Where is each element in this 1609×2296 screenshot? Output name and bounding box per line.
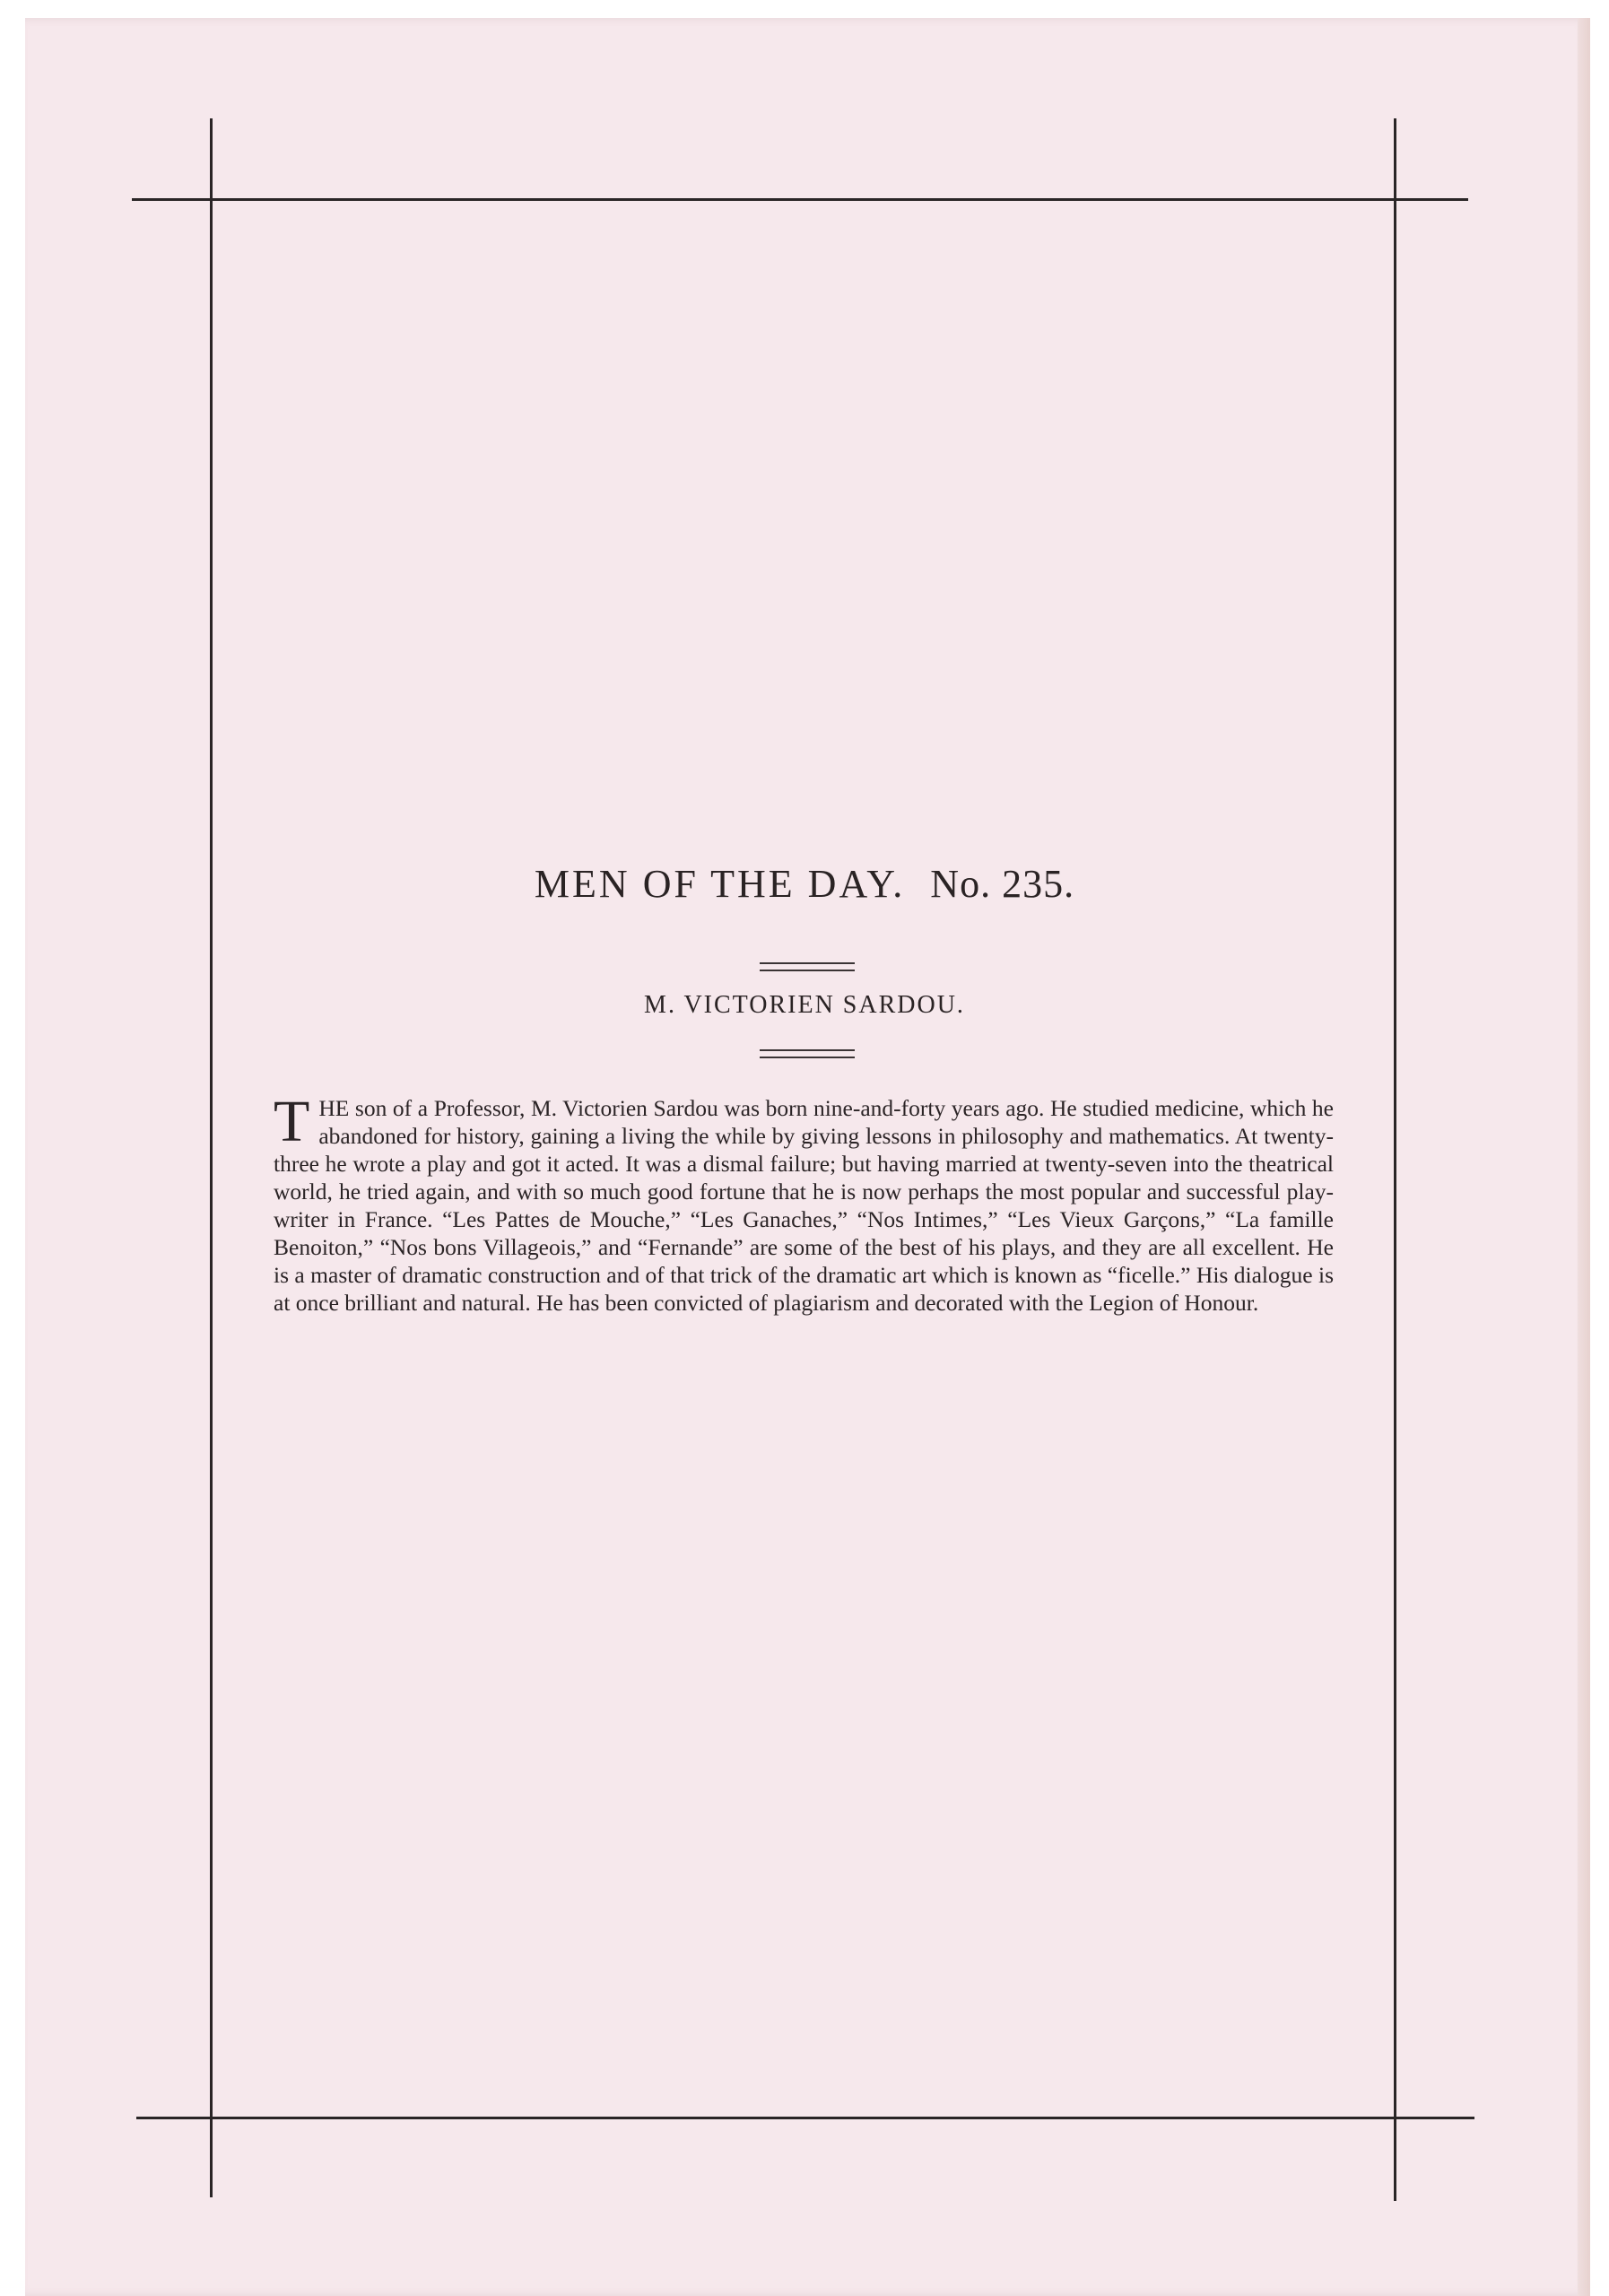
drop-cap: T <box>274 1089 310 1154</box>
article-text: HE son of a Professor, M. Victorien Sardou was born nine-and-forty years ago. He studied medicine, which he abandoned for history, gaining a living the while by giving lessons in philosophy and mathematics. At twenty-three he wrote a play and got it acted. It was a dismal failure; but having married at twenty-seven into the theatrical world, he tried again, and with so much good fortune that he is now perhaps the most popular and successful play-writer in France. “Les Pattes de Mouche,” “Les Ganaches,” “Nos Intimes,” “Les Vieux Garçons,” “La famille Benoiton,” “Nos bons Villageois,” and “Fernande” are some of the best of his plays, and they are all excellent. He is a master of dramatic construction and of that trick of the dramatic art which is known as “ficelle.” His dialogue is at once brilliant and natural. He has been convicted of plagiarism and decorated with the Legion of Honour. <box>274 1095 1334 1316</box>
frame-right-rule <box>1394 118 1396 2201</box>
masthead <box>0 861 1609 907</box>
masthead-title: MEN OF THE DAY. <box>534 862 906 906</box>
frame-top-rule <box>132 198 1468 201</box>
double-rule-lower <box>760 1049 855 1058</box>
frame-left-rule <box>210 118 213 2197</box>
page-edge-shadow <box>1578 18 1590 2296</box>
issue-number: No. 235. <box>930 862 1075 906</box>
subject-name: M. VICTORIEN SARDOU. <box>644 991 965 1019</box>
frame-bottom-rule <box>136 2117 1474 2119</box>
double-rule-upper <box>760 962 855 971</box>
article-body <box>274 1089 1334 1317</box>
